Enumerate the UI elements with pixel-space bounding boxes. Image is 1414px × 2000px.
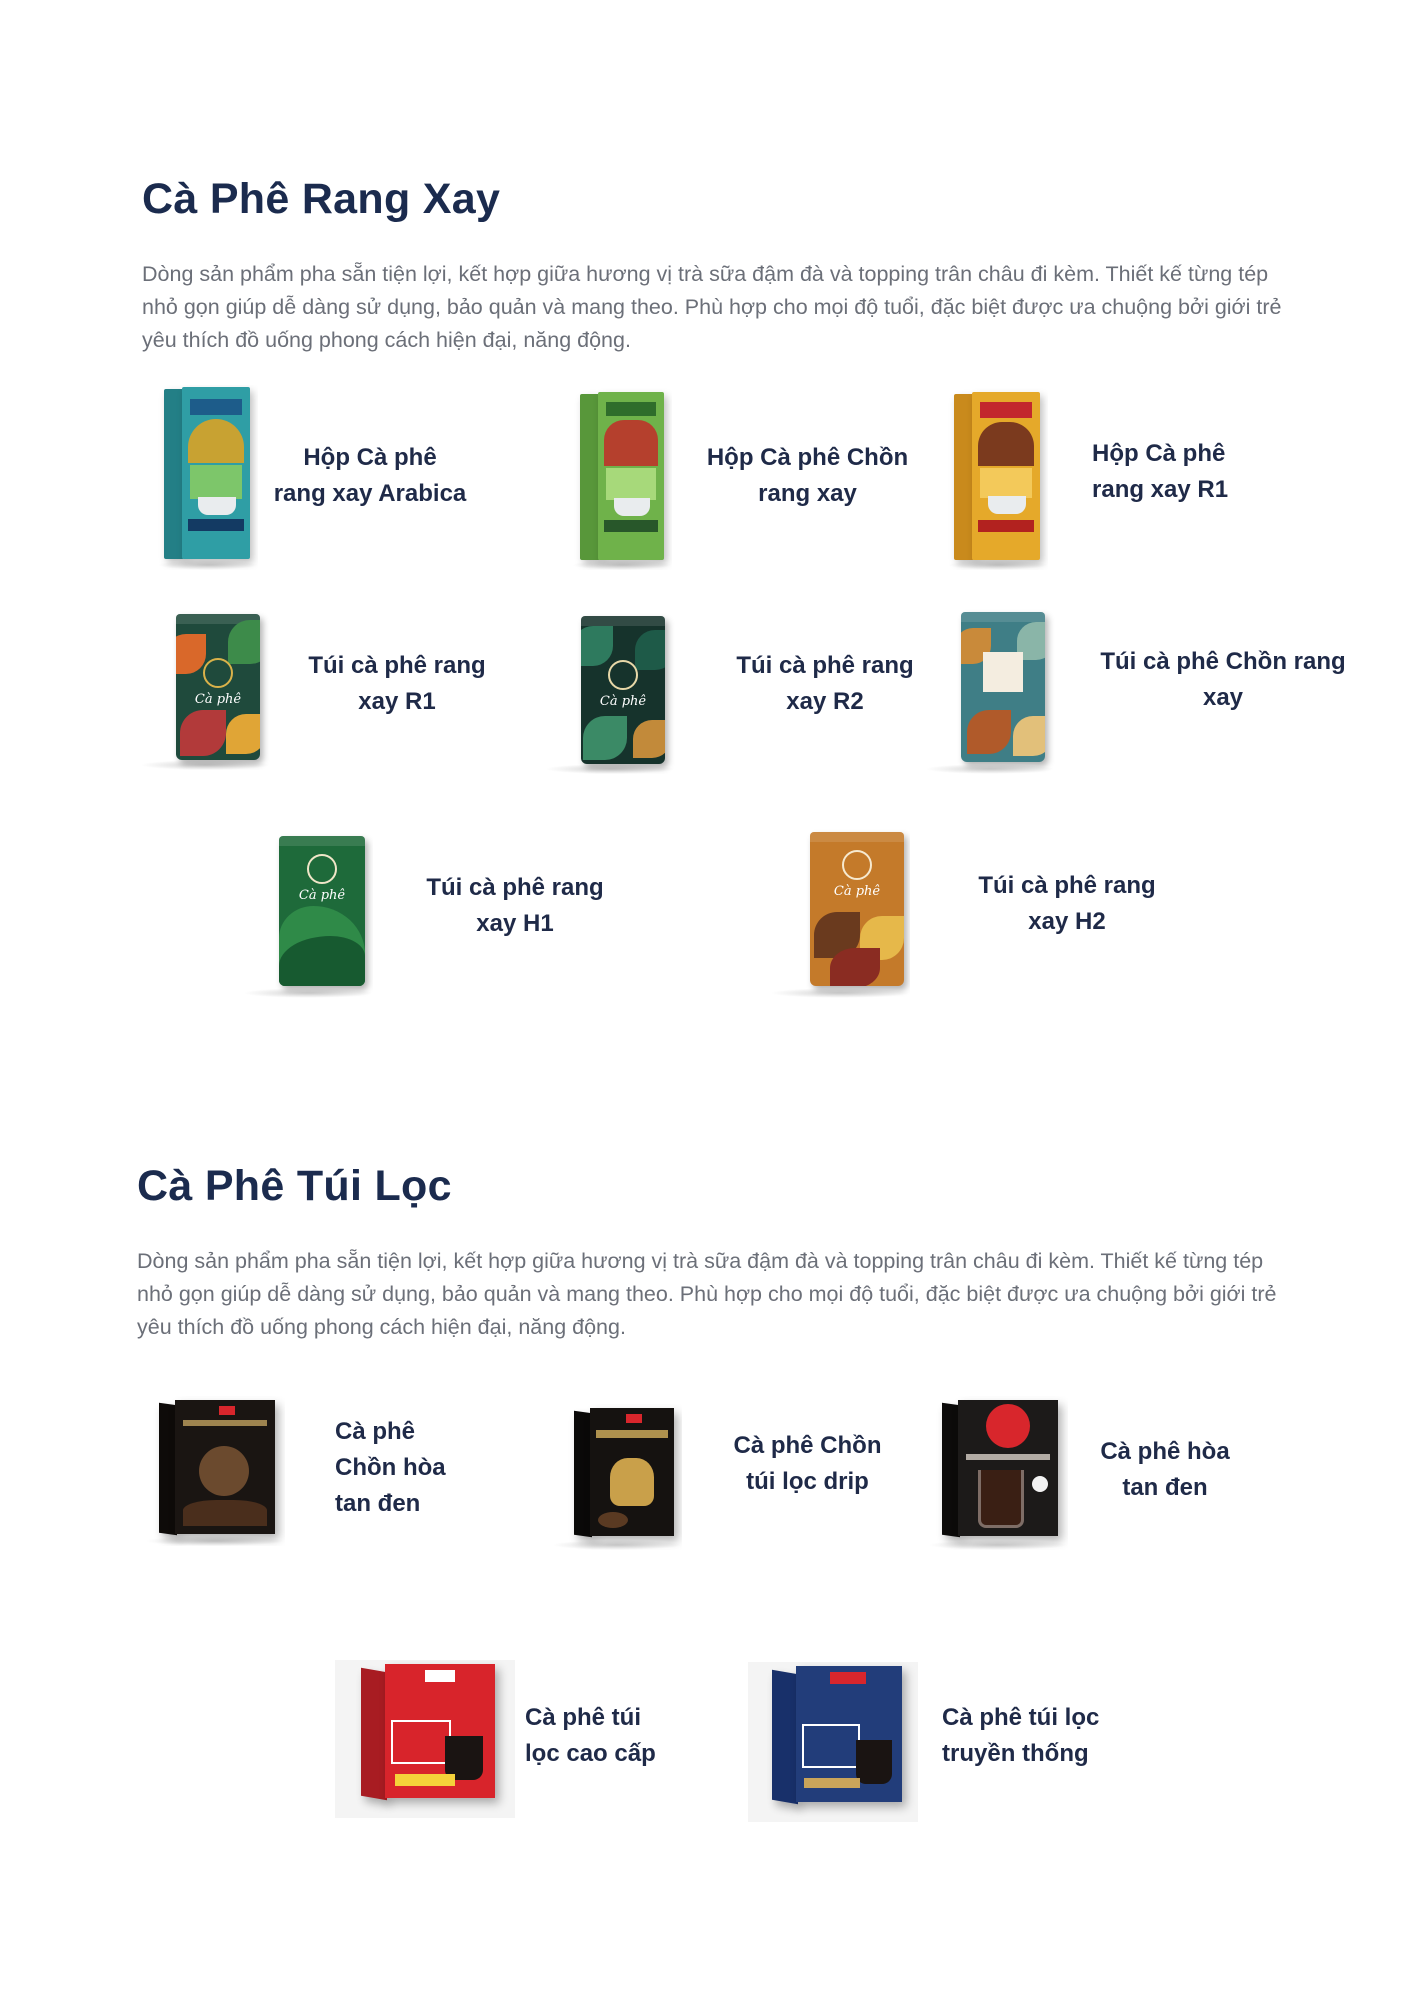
product-label-r1-bag: Túi cà phê rang xay R1	[308, 652, 486, 715]
product-label-instant-black: Cà phê hòa tan đen	[1100, 1438, 1230, 1501]
traditional-string-coffee-image	[748, 1662, 918, 1822]
product-label-chon-box: Hộp Cà phê Chồn rang xay	[706, 444, 909, 507]
h2-bag-image: Cà phê	[770, 826, 910, 998]
h1-bag-image: Cà phê	[243, 830, 373, 998]
product-label-chon-bag: Túi cà phê Chồn rang xay	[1100, 648, 1346, 711]
product-label-arabica-box: Hộp Cà phê rang xay Arabica	[273, 444, 467, 507]
product-label-chon-drip: Cà phê Chồn túi lọc drip	[733, 1432, 882, 1495]
section-description-tui-loc: Dòng sản phẩm pha sẵn tiện lợi, kết hợp giữa hương vị trà sữa đậm đà và topping trân châu đi kèm. Thiết kế từng tép nhỏ gọn giúp dễ dàng sử dụng, bảo quản và mang theo. Phù hợp cho mọi độ tuổi, đặc biệt được ưa chuộng bởi giới trẻ yêu thích đồ uống phong cách hiện đại, năng động.	[137, 1249, 1277, 1339]
r1-bag-image: Cà phê	[140, 610, 270, 770]
chon-drip-box-image	[552, 1404, 682, 1550]
instant-black-box-image	[928, 1396, 1068, 1550]
product-label-chon-instant: Cà phê Chồn hòa tan đen	[335, 1418, 446, 1517]
arabica-box-image	[158, 385, 258, 570]
chon-bag-image	[925, 608, 1055, 774]
product-label-h1-bag: Túi cà phê rang xay H1	[426, 874, 604, 937]
section-title-tui-loc: Cà Phê Túi Lọc	[137, 1162, 452, 1210]
product-label-r2-bag: Túi cà phê rang xay R2	[736, 652, 914, 715]
robusta-box-image	[948, 388, 1048, 570]
product-label-h2-bag: Túi cà phê rang xay H2	[978, 872, 1156, 935]
r2-bag-image: Cà phê	[545, 612, 675, 774]
premium-string-coffee-image	[335, 1660, 515, 1818]
chon-box-image	[572, 388, 672, 570]
product-label-premium-string-coffee: Cà phê túi lọc cao cấp	[525, 1704, 656, 1767]
product-label-r1-box: Hộp Cà phê rang xay R1	[1092, 440, 1229, 503]
section-description-rang-xay: Dòng sản phẩm pha sẵn tiện lợi, kết hợp giữa hương vị trà sữa đậm đà và topping trân châu đi kèm. Thiết kế từng tép nhỏ gọn giúp dễ dàng sử dụng, bảo quản và mang theo. Phù hợp cho mọi độ tuổi, đặc biệt được ưa chuộng bởi giới trẻ yêu thích đồ uống phong cách hiện đại, năng động.	[142, 262, 1282, 352]
section-title-rang-xay: Cà Phê Rang Xay	[142, 175, 501, 223]
chon-instant-box-image	[145, 1396, 285, 1546]
product-label-traditional-string-coffee: Cà phê túi lọc truyền thống	[942, 1704, 1100, 1767]
